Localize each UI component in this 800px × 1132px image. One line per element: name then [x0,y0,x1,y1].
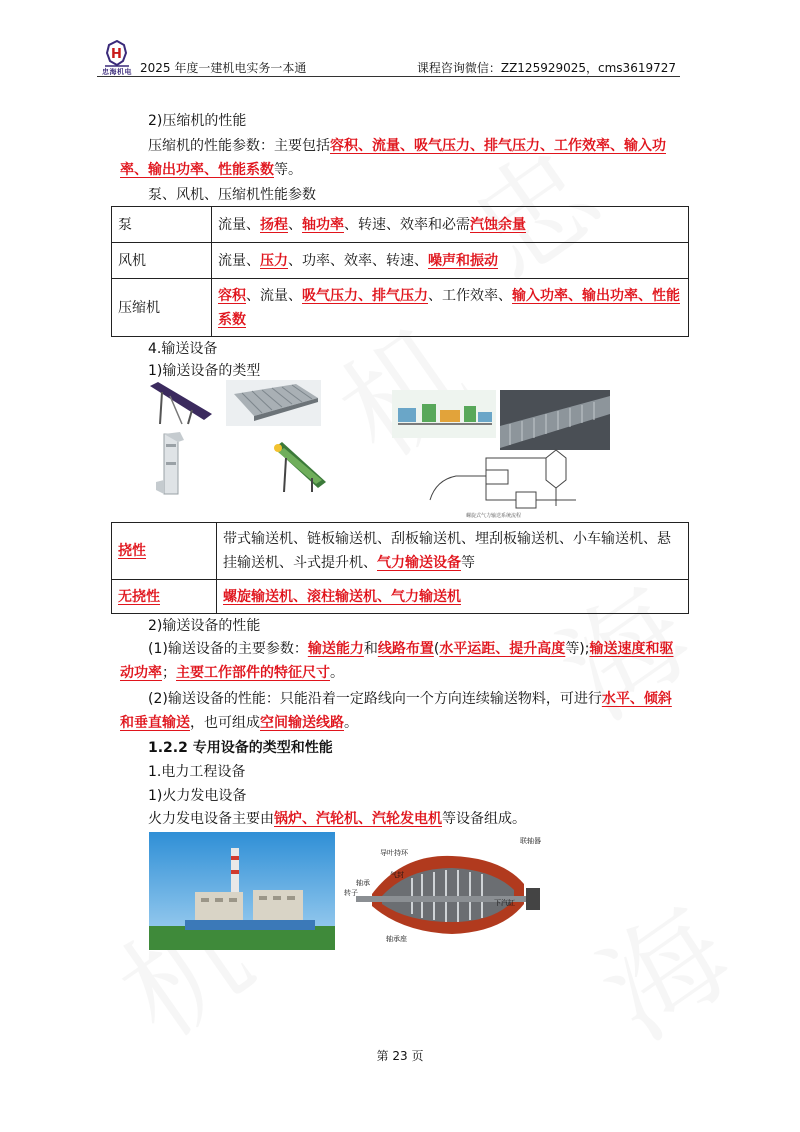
table-row [112,243,689,279]
text: 等设备组成。 [442,811,526,827]
paragraph [148,687,672,711]
paragraph [120,158,302,182]
text: 等); [565,641,590,657]
text: 、工作效率、 [428,287,512,304]
highlight-text: 汽蚀余量 [470,216,526,233]
section-heading: 2)压缩机的性能 [148,113,247,129]
row-content [212,279,689,337]
highlight-text: 气力输送设备 [377,555,461,571]
highlight-text: 主要工作部件的特征尺寸 [176,665,330,681]
subsection-heading: 1)输送设备的类型 [148,363,261,379]
table-caption: 泵、风机、压缩机性能参数 [148,187,316,203]
conveyor-type-table [111,522,689,614]
turbine-label: 联轴器 [520,837,541,845]
highlight-text: 无挠性 [118,588,160,605]
text: 、 [288,216,302,233]
highlight-text: 动功率 [120,665,162,681]
text: 、流量、 [246,287,302,304]
text: 流量、 [218,216,260,233]
watermark [562,861,759,1071]
text: 、转速、效率和必需 [344,216,470,233]
text: 带式输送机、链板输送机、刮板输送机、埋刮板输送机、小车输送机、悬 [223,531,671,547]
turbine-label: 转子 [344,889,358,897]
highlight-text: 和垂直输送 [120,715,190,731]
row-label: 泵 [112,207,212,243]
bucket-elevator-image [150,430,190,498]
text: 。 [330,665,344,681]
highlight-text: 挠性 [118,543,146,559]
highlight-text: 线路布置 [377,641,434,657]
highlight-text: 水平、倾斜 [601,691,672,707]
text: 。 [344,715,358,731]
paragraph [120,711,358,735]
highlight-text: 输送能力 [307,641,364,657]
belt-conveyor-image [148,380,213,426]
subsection-heading: 1.电力工程设备 [148,764,246,780]
text: ( [433,641,440,657]
highlight-text: 输入功率、输出功率、性能 [512,287,680,304]
section-heading: 4.输送设备 [148,341,218,357]
highlight-text: 容积 [218,287,246,304]
highlight-text: 压力 [260,252,288,269]
table-row [112,207,689,243]
highlight-text: 输送速度和驱 [589,641,674,657]
subsection-heading: 2)输送设备的性能 [148,618,261,634]
subsection-heading: 1)火力发电设备 [148,788,247,804]
paragraph [120,661,344,685]
text: (2)输送设备的性能：只能沿着一定路线向一个方向连续输送物料，可进行 [148,691,602,707]
table-row [112,279,689,337]
turbine-label: 导叶持环 [380,849,408,857]
highlight-text: 螺旋输送机、滚柱输送机、气力输送机 [223,588,461,605]
row-content [212,207,689,243]
text: ，也可组成 [190,715,260,731]
table-row [112,580,689,614]
row-label [112,523,217,580]
pneumatic-conveyor-diagram [426,440,590,522]
turbine-label: 轴承座 [386,935,407,943]
power-plant-image [149,832,335,950]
paragraph [148,134,666,158]
highlight-text: 率、输出功率、性能系数 [120,162,274,178]
text: 等。 [274,162,302,178]
highlight-text: 扬程 [260,216,288,233]
performance-table [111,206,689,337]
turbine-label: 气封 [390,871,404,879]
text: 、功率、效率、转速、 [288,252,428,269]
text: 和 [363,641,378,657]
text: 流量、 [218,252,260,269]
logo-text: 忠海机电 [102,68,132,76]
row-content [217,580,689,614]
highlight-text: 噪声和振动 [428,252,498,269]
row-content [217,523,689,580]
document-title: 2025 年度一建机电实务一本通 [140,61,307,75]
text: 压缩机的性能参数：主要包括 [148,138,330,154]
text: 挂输送机、斗式提升机、 [223,555,377,571]
text: 等 [461,555,475,571]
text: (1)输送设备的主要参数： [148,641,308,657]
highlight-text: 水平运距、提升高度 [439,641,566,657]
page-number: 第 23 页 [376,1049,424,1063]
logo [97,40,137,76]
row-label [112,580,217,614]
turbine-label: 轴承 [356,879,370,887]
equipment-layout-image [392,390,496,438]
text: 火力发电设备主要由 [148,811,274,827]
chain-plate-conveyor-image [226,380,321,426]
highlight-text: 轴功率 [302,216,344,233]
row-label: 风机 [112,243,212,279]
row-label: 压缩机 [112,279,212,337]
contact-info: 课程咨询微信：ZZ125929025，cms3619727 [416,61,676,75]
highlight-text: 空间输送线路 [260,715,344,731]
text: ； [162,665,176,681]
section-heading: 1.2.2 专用设备的类型和性能 [148,740,333,756]
svg-text:H: H [111,47,122,62]
turbine-label: 下汽缸 [494,899,515,907]
page-header [97,40,680,77]
paragraph [148,807,526,831]
steam-turbine-image [342,834,554,946]
logo-mark-icon [97,40,137,70]
row-content [212,243,689,279]
highlight-text: 锅炉、汽轮机、汽轮发电机 [274,811,442,827]
diagram-caption: 螺旋式气力输送系统流程 [466,513,522,519]
scraper-conveyor-image [268,436,328,494]
table-row [112,523,689,580]
paragraph [148,637,674,661]
highlight-text: 系数 [218,311,246,328]
highlight-text: 容积、流量、吸气压力、排气压力、工作效率、输入功 [330,138,666,154]
highlight-text: 吸气压力、排气压力 [302,287,428,304]
